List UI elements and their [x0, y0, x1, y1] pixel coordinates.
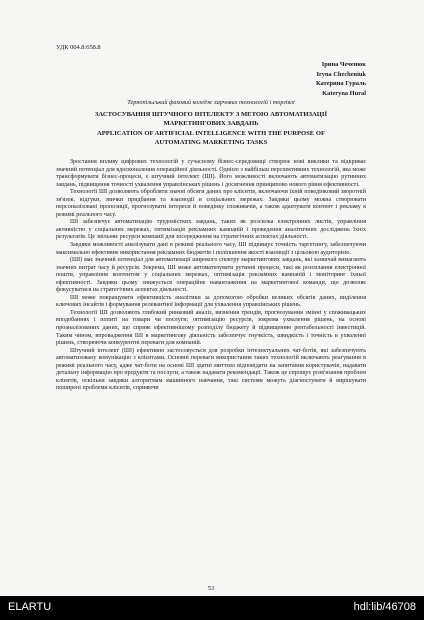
paragraph: ШІ забезпечує автоматизацію трудомістких завдань, таких як розсилка електронних листів, управління активністю у соціальних мережах, оптимізація рекламних кампаній і проведення аналітичних досліджень їхніх результатів. Це звільняє ресурси компанії для зосередження на стратегічних аспектах діяльності.	[56, 219, 366, 241]
page-content	[56, 0, 366, 596]
author-name: Kateryna Hural	[322, 90, 366, 98]
paragraph: Завдяки можливості аналізувати дані в режимі реального часу, ШІ підвищує точність таргетингу, забезпечуючи максимально ефективне використання рекламних бюджетів і поліпшення якості взаємодії з цільовою аудиторією.	[56, 242, 366, 256]
viewer-footer-bar	[0, 596, 424, 620]
title-en-line: APPLICATION OF ARTIFICIAL INTELLIGENCE WITH THE PURPOSE OF	[97, 129, 325, 137]
affiliation: Тернопільський фаховий коледж харчових технологій і торгівлі	[127, 99, 295, 106]
paragraph: Зростання впливу цифрових технологій у сучасному бізнес-середовищі створює нові виклики та відкриває значний потенціал для вдосконалення операційної діяльності. Однією з найбільш перспективних технологій, яка може трансформувати бізнес-процеси, є штучний інтелект (ШІ). Його можливості включають автоматизацію рутинних завдань, підвищення точності ухвалення управлінських рішень і досягнення принципово нового рівня ефективності.	[56, 159, 366, 188]
paragraph: Штучний інтелект (ШІ) ефективно застосовується для розробки інтелектуальних чат-ботів, які забезпечують автоматизовану комунікацію з клієнтами. Основні переваги використання таких технологій включають реагування в режимі реального часу, адже чат-боти на основі ШІ здатні миттєво відповідати на запитання користувачів, надавати детальну інформацію про продукти та послуги, а також надавати рекомендації. Також це спрощує розв'язання проблем клієнтів, оскільки завдяки алгоритмам машинного навчання, такі системи можуть діагностувати й вирішувати поширені проблеми клієнтів, сприяючи	[56, 347, 366, 392]
paragraph: Технології ШІ дозволяють обробляти значні обсяги даних про клієнтів, включаючи їхній поведінковий зворотній зв'язок, відгуки, звички придбання та взаємодії в соціальних мережах. Завдяки цьому можна створювати персоналізовані пропозиції, прогнозувати інтереси й поведінку споживачів, а також адаптувати контент і рекламу в режимі реального часу.	[56, 189, 366, 218]
author-name: Iryna Chechenіuk	[316, 70, 366, 78]
page-number: 53	[207, 585, 215, 592]
title-en-line: AUTOMATING MARKETING TASKS	[154, 139, 268, 147]
author-list	[316, 60, 366, 99]
paragraph: Технології ШІ дозволяють глибокий ринковий аналіз, визнення трендів, прогнозування змінні у споживацьких вподобаннях і попиті на товари чи послуги; оптимізацію ресурсів, зокрема ухвалення рішень, на основі проаналізованих даних, що сприяє ефективнішому розподілу бюджету й підвищенню рентабельності інвестицій. Таким чином, впровадження ШІ в маркетингову діяльність забезпечує гнучкість, швидкість і точність в ухваленні рішень, створюючи конкурентні переваги для компаній.	[56, 309, 366, 347]
repository-label: ELARTU	[8, 601, 52, 613]
body-text	[56, 159, 366, 393]
author-name: Катерина Гураль	[315, 80, 366, 88]
title-uk-line: ЗАСТОСУВАННЯ ШТУЧНОГО ІНТЕЛЕКТУ З МЕТОЮ АВТОМАТИЗАЦІЇ	[94, 111, 328, 118]
title-uk-line: МАРКЕТИНГОВИХ ЗАВДАНЬ	[163, 120, 259, 128]
author-name: Ірина Чеченюк	[321, 61, 366, 68]
paper-title	[56, 110, 366, 148]
paragraph: ШІ може покращувати ефективність аналітики за допомогою обробки великих обсягів даних, виділення ключових інсайтів і формування релевантної інформації для ухвалення управлінських рішень.	[56, 294, 366, 309]
paragraph: (ШІ) має значний потенціал для автоматизації широкого спектру маркетингових завдань, які зазвичай вимагають значних витрат часу й ресурсів. Зокрема, ШІ може автоматизувати рутинні процеси, такі як розсилання електронної пошти, управління контентом у соціальних мережах, оптимізація рекламних кампаній і моніторинг їхньої ефективності. Завдяки цьому знижується операційне навантаження на маркетингової команди, що дозволяє фокусуватися на стратегічних аспектах діяльності.	[56, 257, 366, 294]
udk-code: УДК 004.8:658.8	[56, 44, 101, 51]
handle-label: hdl:lib/46708	[353, 601, 416, 613]
